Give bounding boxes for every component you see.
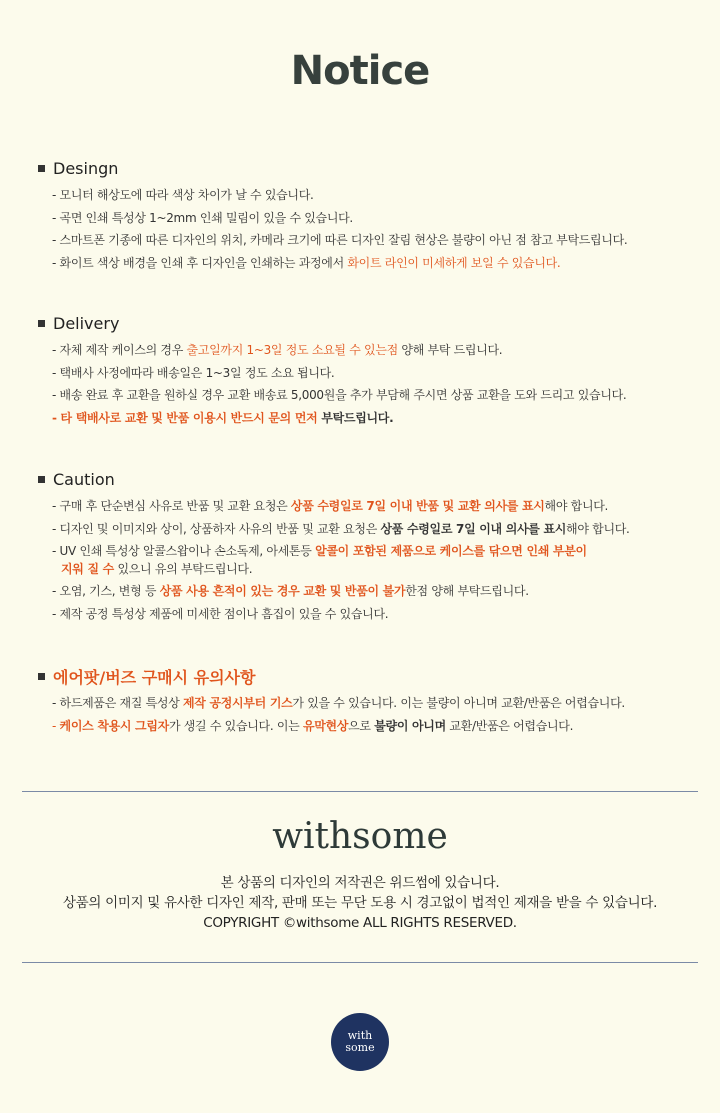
- caution-line-2-text: - 디자인 및 이미지와 상이, 상품하자 사유의 반품 및 교환 요청은: [52, 521, 381, 536]
- airpod-line-1-tail: 가 있을 수 있습니다. 이는 불량이 아니며 교환/반품은 어렵습니다.: [292, 696, 625, 710]
- square-bullet-icon: [38, 165, 45, 172]
- design-heading-label: Desingn: [53, 158, 119, 178]
- caution-line-1-text: - 구매 후 단순변심 사유로 반품 및 교환 요청은: [52, 499, 291, 513]
- caution-line-2-bold: 상품 수령일로 7일 이내 의사를 표시: [380, 521, 567, 536]
- delivery-line-4-tail: 부탁드립니다.: [317, 410, 394, 425]
- design-line-4: [38, 252, 708, 275]
- square-bullet-icon: [38, 320, 45, 327]
- caution-line-3-text: - UV 인쇄 특성상 알콜스왑이나 손소독제, 아세톤등: [52, 544, 316, 558]
- airpod-line-2-text: 가 생길 수 있습니다. 이는: [168, 718, 303, 733]
- delivery-line-3: - 배송 완료 후 교환을 원하실 경우 교환 배송료 5,000원을 추가 부담해 주시면 상품 교환을 도와 드리고 있습니다.: [52, 388, 627, 402]
- copyright-block: [0, 873, 720, 933]
- caution-line-4: [38, 580, 708, 603]
- square-bullet-icon: [38, 673, 45, 680]
- delivery-line-4-highlight: - 타 택배사로 교환 및 반품 이용시 반드시 문의 먼저: [52, 410, 318, 425]
- withsome-logo: [331, 1013, 389, 1071]
- logo-text-bottom: some: [345, 1041, 375, 1054]
- design-line-4-text: - 화이트 색상 배경을 인쇄 후 디자인을 인쇄하는 과정에서: [52, 255, 348, 270]
- logo-text-top: with: [347, 1029, 373, 1042]
- delivery-section: [38, 311, 708, 429]
- airpod-line-2-highlight-2: 유막현상: [302, 718, 349, 733]
- delivery-line-4: [38, 407, 708, 430]
- airpod-line-2-bold: 불량이 아니며: [374, 718, 446, 733]
- page-title: Notice: [290, 48, 430, 94]
- caution-line-3-highlight-cont: 지워 질 수: [61, 561, 114, 576]
- airpod-heading: [38, 664, 708, 688]
- caution-heading-label: Caution: [53, 469, 115, 489]
- caution-section: [38, 467, 708, 625]
- caution-line-3-highlight: 알콜이 포함된 제품으로 케이스를 닦으면 인쇄 부분이: [315, 544, 587, 558]
- delivery-heading-label: Delivery: [53, 313, 120, 333]
- copyright-line-3: COPYRIGHT ©withsome ALL RIGHTS RESERVED.: [203, 915, 517, 931]
- caution-line-2: [38, 518, 708, 541]
- caution-line-4-tail: 한점 양해 부탁드립니다.: [405, 584, 529, 598]
- airpod-line-2-tail: 교환/반품은 어렵습니다.: [445, 718, 574, 733]
- airpod-line-2: [38, 715, 708, 738]
- delivery-line-1-tail: 양해 부탁 드립니다.: [397, 343, 503, 357]
- copyright-line-1: 본 상품의 디자인의 저작권은 위드썸에 있습니다.: [220, 875, 500, 891]
- copyright-line-2: 상품의 이미지 및 유사한 디자인 제작, 판매 또는 무단 도용 시 경고없이 법적인 제재을 받을 수 있습니다.: [62, 895, 658, 911]
- brand-wordmark: withsome: [272, 816, 448, 857]
- caution-line-1: [38, 495, 708, 518]
- delivery-line-1-highlight: 출고일까지 1~3일 정도 소요될 수 있는점: [186, 343, 398, 357]
- design-line-2: - 곡면 인쇄 특성상 1~2mm 인쇄 밀림이 있을 수 있습니다.: [52, 210, 353, 225]
- divider-top: [22, 791, 698, 792]
- caution-line-1-tail: 해야 합니다.: [544, 499, 609, 513]
- caution-heading: [38, 467, 708, 491]
- airpod-line-1-highlight: 제작 공정시부터 기스: [183, 696, 293, 710]
- design-line-3: - 스마트폰 기종에 따른 디자인의 위치, 카메라 크기에 따른 디자인 잘림 현상은 불량이 아닌 점 참고 부탁드립니다.: [52, 233, 628, 247]
- caution-line-5: - 제작 공정 특성상 제품에 미세한 점이나 흠집이 있을 수 있습니다.: [52, 606, 389, 621]
- airpod-heading-label: 에어팟/버즈 구매시 유의사항: [53, 667, 256, 687]
- airpod-line-2-highlight: 케이스 착용시 그림자: [59, 718, 169, 733]
- design-line-1: - 모니터 해상도에 따라 색상 차이가 날 수 있습니다.: [52, 188, 314, 202]
- caution-line-2-tail: 해야 합니다.: [566, 521, 630, 536]
- delivery-line-1-text: - 자체 제작 케이스의 경우: [52, 343, 187, 357]
- caution-line-1-highlight: 상품 수령일로 7일 이내 반품 및 교환 의사를 표시: [290, 499, 545, 513]
- delivery-line-1: [38, 339, 708, 362]
- caution-line-3-tail: 있으니 유의 부탁드립니다.: [113, 561, 253, 576]
- square-bullet-icon: [38, 476, 45, 483]
- caution-line-4-text: - 오염, 기스, 변형 등: [52, 584, 160, 598]
- airpod-line-1-text: - 하드제품은 재질 특성상: [52, 696, 184, 710]
- airpod-line-1: [38, 692, 708, 715]
- delivery-line-2: - 택배사 사정에따라 배송일은 1~3일 정도 소요 됩니다.: [52, 365, 335, 380]
- design-line-4-highlight: 화이트 라인이 미세하게 보일 수 있습니다.: [347, 255, 561, 270]
- airpod-line-2-dash: -: [52, 718, 60, 733]
- airpod-line-2-text-2: 으로: [348, 718, 375, 733]
- caution-line-4-highlight: 상품 사용 흔적이 있는 경우 교환 및 반품이 불가: [159, 584, 406, 598]
- design-heading: [38, 156, 708, 180]
- divider-bottom: [22, 962, 698, 963]
- design-section: [38, 156, 708, 274]
- delivery-heading: [38, 311, 708, 335]
- airpod-section: [38, 664, 708, 737]
